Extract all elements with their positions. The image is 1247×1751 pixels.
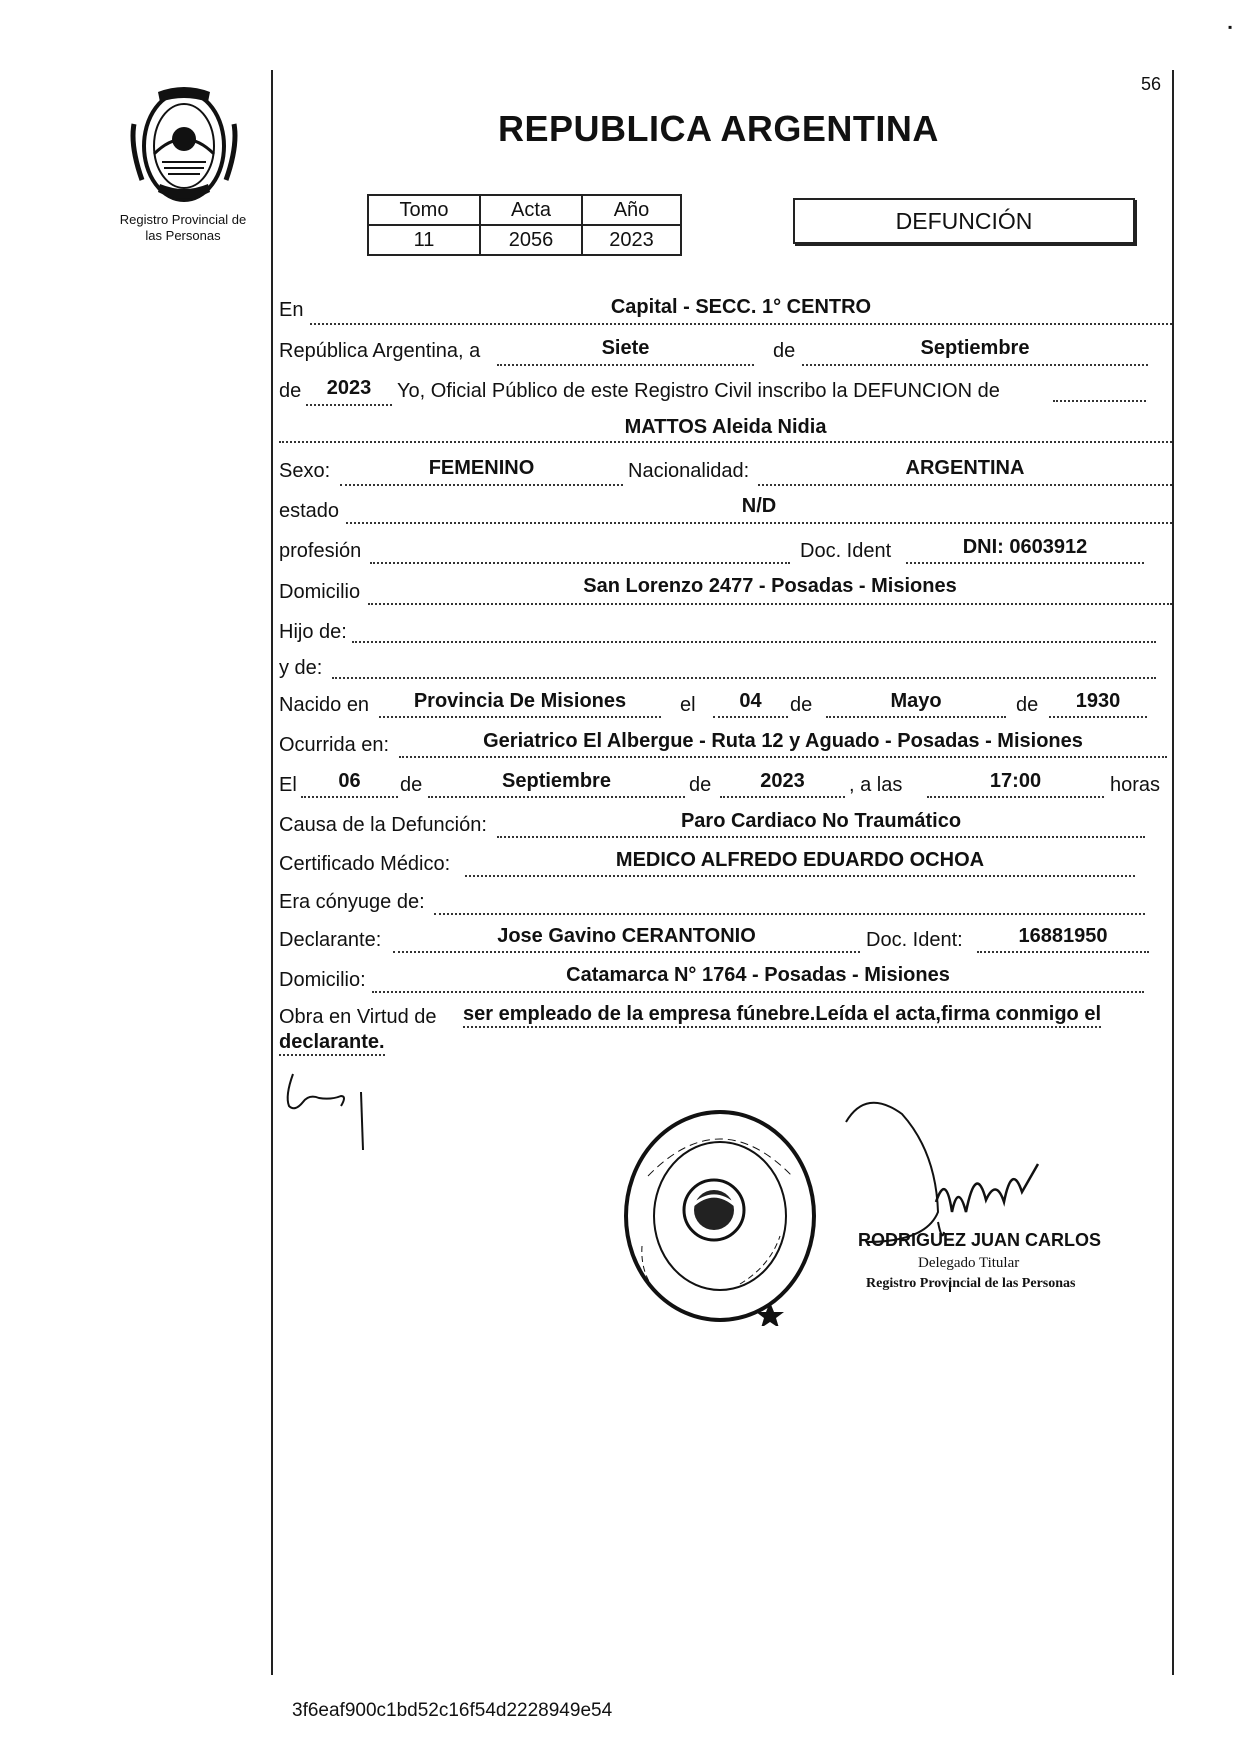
left-margin-line [271, 70, 273, 1675]
month-value: Septiembre [920, 337, 1030, 359]
office-name-line2: las Personas [145, 228, 221, 243]
def-month-value: Septiembre [502, 770, 611, 792]
domicilio2-line [372, 991, 1144, 993]
def-hour-line [927, 796, 1104, 798]
alas-label: , a las [849, 774, 903, 796]
hijo-label: Hijo de: [279, 621, 347, 643]
doc-label: Doc. Ident [800, 540, 892, 562]
nac-de1-label: de [790, 694, 813, 716]
profesion-line [370, 562, 790, 564]
declarante-line [393, 951, 860, 953]
record-table-header: Tomo [368, 195, 480, 225]
nacionalidad-label: Nacionalidad: [628, 460, 750, 482]
office-name-line1: Registro Provincial de [119, 212, 247, 227]
signatory-office: Registro Provincial de las Personas [866, 1276, 1076, 1291]
yde-label: y de: [279, 657, 323, 679]
nacionalidad-line [758, 484, 1172, 486]
nacido-label: Nacido en [279, 694, 370, 716]
handwritten-initial [283, 1066, 373, 1156]
nac-year-line [1049, 716, 1147, 718]
record-table-cell: 2056 [480, 225, 582, 255]
name-line [279, 441, 1172, 443]
def-de1-label: de [400, 774, 423, 796]
obra-value-line1: ser empleado de la empresa fúnebre.Leída el acta,firma conmigo el [463, 1003, 1101, 1028]
nac-month-value: Mayo [890, 690, 942, 712]
causa-value: Paro Cardiaco No Traumático [680, 810, 962, 832]
el-label: el [680, 694, 696, 716]
nacido-place-value: Provincia De Misiones [413, 690, 627, 712]
ocurrida-value: Geriatrico El Albergue - Ruta 12 y Aguado - Posadas - Misiones [483, 730, 1083, 752]
def-year-value: 2023 [760, 770, 805, 792]
def-day-line [301, 796, 398, 798]
certificado-value: MEDICO ALFREDO EDUARDO OCHOA [615, 849, 985, 871]
inscribo-text: Yo, Oficial Público de este Registro Civil inscribo la DEFUNCION de [397, 380, 1000, 402]
estado-line [346, 522, 1172, 524]
document-title: REPUBLICA ARGENTINA [498, 108, 939, 149]
de2-label: de [279, 380, 302, 402]
inscribo-line [1053, 400, 1146, 402]
nac-day-value: 04 [739, 690, 762, 712]
domicilio-line [368, 603, 1172, 605]
ocurrida-label: Ocurrida en: [279, 734, 390, 756]
def-month-line [428, 796, 685, 798]
signatory-role: Delegado Titular [918, 1255, 1020, 1271]
sexo-value: FEMENINO [428, 457, 535, 479]
day-value: Siete [601, 337, 650, 359]
obra-value-line2: declarante. [279, 1031, 385, 1056]
document-hash: 3f6eaf900c1bd52c16f54d2228949e54 [292, 1700, 613, 1721]
en-line [310, 323, 1172, 325]
domicilio2-label: Domicilio: [279, 969, 366, 991]
causa-line [497, 836, 1145, 838]
record-table-cell: 2023 [582, 225, 681, 255]
nacido-place-line [379, 716, 661, 718]
record-table-value-row [368, 225, 681, 255]
provincial-seal-logo [128, 84, 240, 206]
def-year-line [720, 796, 845, 798]
domicilio-label: Domicilio [279, 581, 361, 603]
nacionalidad-value: ARGENTINA [905, 457, 1025, 479]
declarante-label: Declarante: [279, 929, 382, 951]
yde-line [332, 677, 1156, 679]
official-stamp [620, 1106, 820, 1326]
certificado-line [465, 875, 1135, 877]
signatory-name: RODRIGUEZ JUAN CARLOS [858, 1230, 1102, 1250]
record-table-cell: 11 [368, 225, 480, 255]
record-type-box [793, 198, 1135, 244]
conyuge-label: Era cónyuge de: [279, 891, 425, 913]
sexo-line [340, 484, 623, 486]
record-table-header: Acta [480, 195, 582, 225]
day-line [497, 364, 754, 366]
record-table [367, 194, 682, 256]
profesion-label: profesión [279, 540, 362, 562]
estado-label: estado [279, 500, 340, 522]
page-number: 56 [1141, 74, 1162, 94]
republica-label: República Argentina, a [279, 340, 481, 362]
en-label: En [279, 299, 304, 321]
year-line [306, 404, 392, 406]
doc2-label: Doc. Ident: [866, 929, 963, 951]
obra-label: Obra en Virtud de [279, 1006, 437, 1028]
nac-de2-label: de [1016, 694, 1039, 716]
doc2-value: 16881950 [1018, 925, 1108, 947]
month-line [802, 364, 1148, 366]
record-table-header-row [368, 195, 681, 225]
ocurrida-line [399, 756, 1167, 758]
corner-mark: ▪ [1228, 20, 1233, 34]
def-de2-label: de [689, 774, 712, 796]
estado-value: N/D [741, 495, 777, 517]
sexo-label: Sexo: [279, 460, 331, 482]
nac-year-value: 1930 [1075, 690, 1121, 712]
def-day-value: 06 [338, 770, 361, 792]
nac-day-line [713, 716, 788, 718]
doc-line [906, 562, 1144, 564]
domicilio2-value: Catamarca N° 1764 - Posadas - Misiones [566, 964, 950, 986]
office-name [102, 212, 264, 244]
el2-label: El [279, 774, 297, 796]
doc-value: DNI: 0603912 [962, 536, 1088, 558]
horas-label: horas [1110, 774, 1161, 796]
right-margin-line [1172, 70, 1174, 1675]
year-value: 2023 [326, 377, 372, 399]
declarante-value: Jose Gavino CERANTONIO [497, 925, 756, 947]
record-type: DEFUNCIÓN [895, 208, 1033, 234]
deceased-name: MATTOS Aleida Nidia [624, 416, 827, 438]
nac-month-line [826, 716, 1006, 718]
certificado-label: Certificado Médico: [279, 853, 451, 875]
doc2-line [977, 951, 1149, 953]
record-table-header: Año [582, 195, 681, 225]
conyuge-line [434, 913, 1145, 915]
domicilio-value: San Lorenzo 2477 - Posadas - Misiones [583, 575, 957, 597]
def-hour-value: 17:00 [989, 770, 1042, 792]
place-value: Capital - SECC. 1° CENTRO [610, 296, 872, 318]
causa-label: Causa de la Defunción: [279, 814, 487, 836]
hijo-line [352, 641, 1156, 643]
de-label: de [773, 340, 796, 362]
